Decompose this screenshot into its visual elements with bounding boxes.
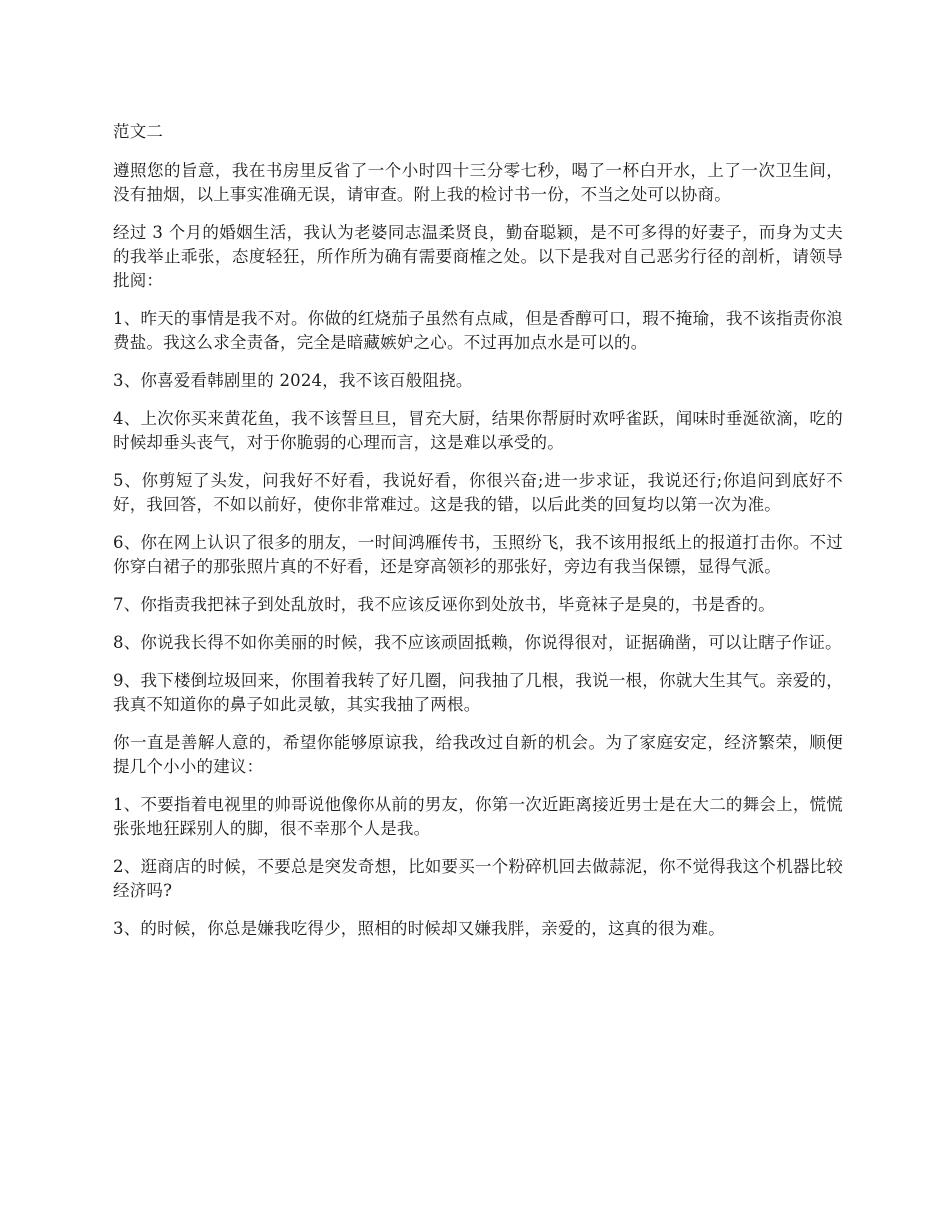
paragraph-suggestions-intro: 你一直是善解人意的，希望你能够原谅我，给我改过自新的机会。为了家庭安定，经济繁荣，顺便提几个小小的建议： (113, 733, 843, 776)
document-page (113, 120, 843, 955)
paragraph-suggestion-1: 1、不要指着电视里的帅哥说他像你从前的男友，你第一次近距离接近男士是在大二的舞会上，慌慌张张地狂踩别人的脚，很不幸那个人是我。 (113, 795, 843, 838)
paragraph-item-6: 6、你在网上认识了很多的朋友，一时间鸿雁传书，玉照纷飞，我不该用报纸上的报道打击你。不过你穿白裙子的那张照片真的不好看，还是穿高领衫的那张好，旁边有我当保镖，显得气派。 (113, 533, 843, 576)
paragraph-item-5: 5、你剪短了头发，问我好不好看，我说好看，你很兴奋;进一步求证，我说还行;你追问到底好不好，我回答，不如以前好，使你非常难过。这是我的错，以后此类的回复均以第一次为准。 (113, 471, 843, 514)
paragraph-item-7: 7、你指责我把袜子到处乱放时，我不应该反诬你到处放书，毕竟袜子是臭的，书是香的。 (113, 595, 775, 614)
paragraph-intro: 遵照您的旨意，我在书房里反省了一个小时四十三分零七秒，喝了一杯白开水，上了一次卫生间，没有抽烟，以上事实准确无误，请审查。附上我的检讨书一份，不当之处可以协商。 (113, 161, 843, 204)
paragraph-item-9: 9、我下楼倒垃圾回来，你围着我转了好几圈，问我抽了几根，我说一根，你就大生其气。亲爱的，我真不知道你的鼻子如此灵敏，其实我抽了两根。 (113, 671, 843, 714)
paragraph-item-4: 4、上次你买来黄花鱼，我不该誓旦旦，冒充大厨，结果你帮厨时欢呼雀跃，闻味时垂涎欲滴，吃的时候却垂头丧气，对于你脆弱的心理而言，这是难以承受的。 (113, 409, 843, 452)
paragraph-suggestion-2: 2、逛商店的时候，不要总是突发奇想，比如要买一个粉碎机回去做蒜泥，你不觉得我这个机器比较经济吗? (113, 857, 843, 900)
paragraph-item-1: 1、昨天的事情是我不对。你做的红烧茄子虽然有点咸，但是香醇可口，瑕不掩瑜，我不该指责你浪费盐。我这么求全责备，完全是暗藏嫉妒之心。不过再加点水是可以的。 (113, 309, 843, 352)
paragraph-assessment: 经过 3 个月的婚姻生活，我认为老婆同志温柔贤良，勤奋聪颖，是不可多得的好妻子，而身为丈夫的我举止乖张，态度轻狂，所作所为确有需要商榷之处。以下是我对自己恶劣行径的剖析，请领导批阅： (113, 223, 843, 290)
paragraph-item-3: 3、你喜爱看韩剧里的 2024，我不该百般阻挠。 (113, 371, 473, 390)
document-title: 范文二 (113, 122, 164, 141)
paragraph-item-8: 8、你说我长得不如你美丽的时候，我不应该顽固抵赖，你说得很对，证据确凿，可以让瞎子作证。 (113, 633, 842, 652)
paragraph-suggestion-3: 3、的时候，你总是嫌我吃得少，照相的时候却又嫌我胖，亲爱的，这真的很为难。 (113, 919, 725, 938)
